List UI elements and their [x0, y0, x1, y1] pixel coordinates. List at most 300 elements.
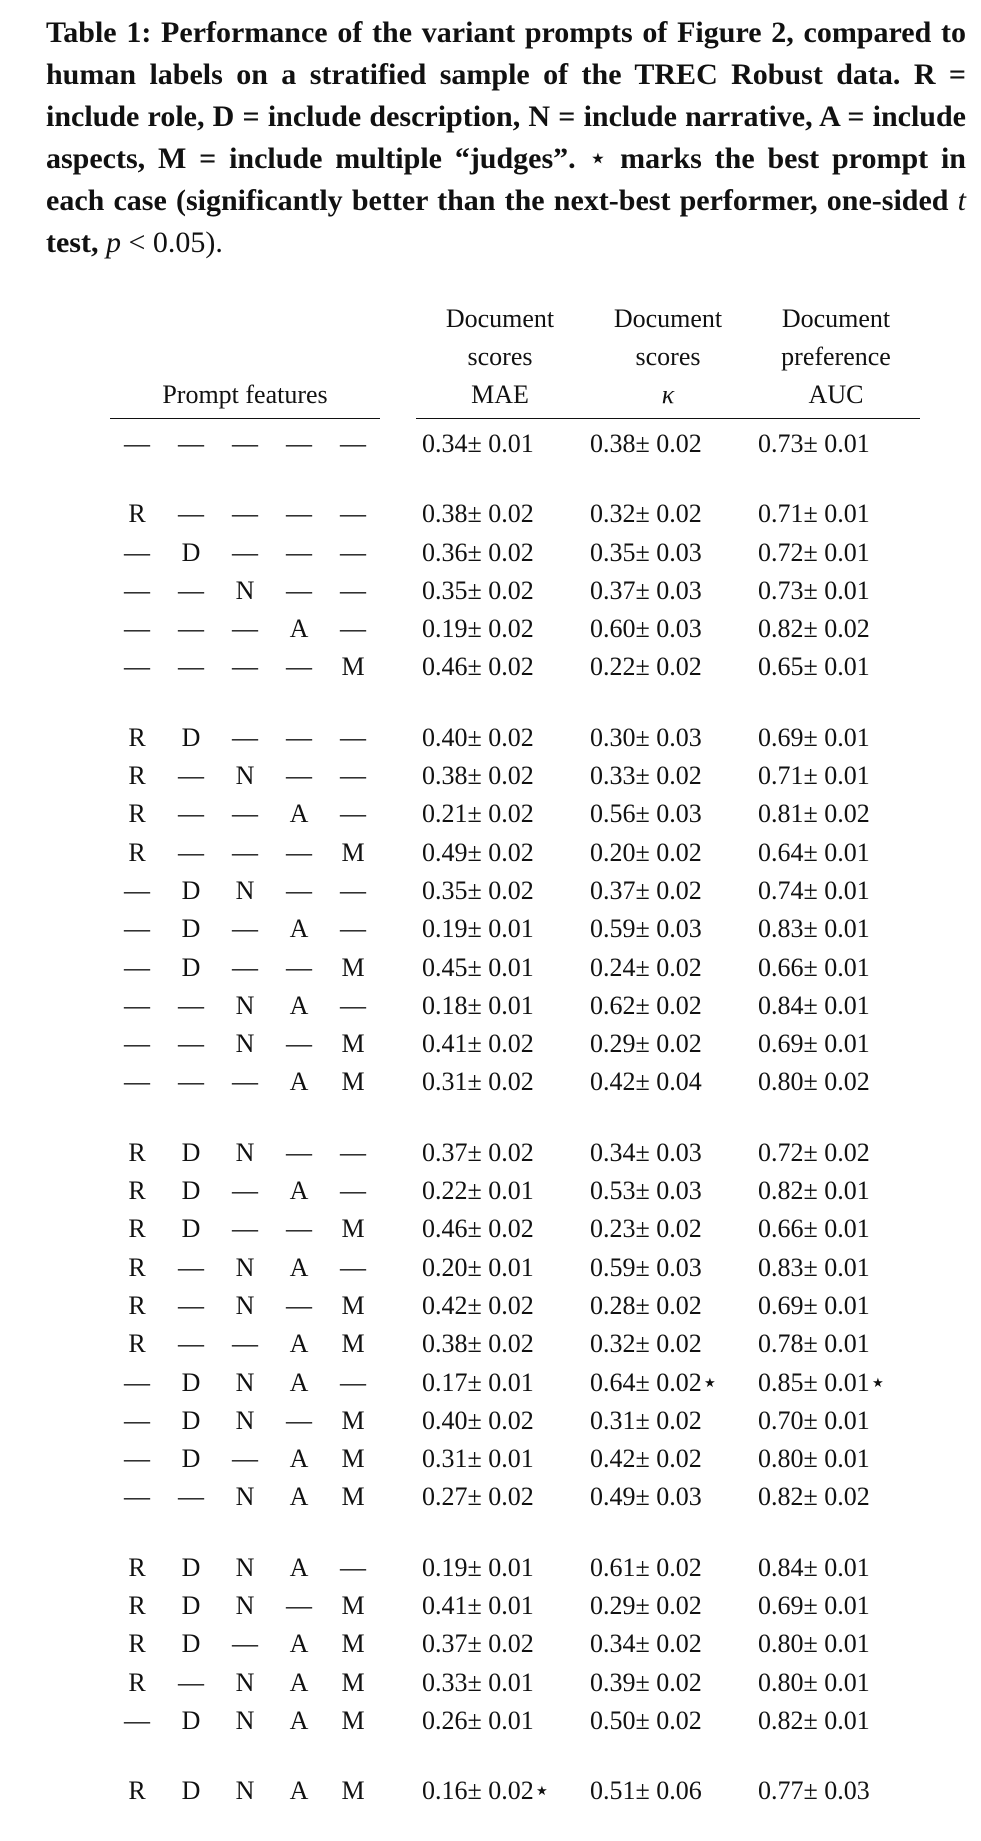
spacer-cell: [110, 463, 920, 495]
feature-cell: —: [178, 1067, 204, 1097]
gap-cell: [380, 610, 416, 648]
feature-cell: —: [232, 1067, 258, 1097]
feature-cell: —: [178, 429, 204, 458]
gap-cell: [380, 534, 416, 572]
feature-cell: R: [128, 1667, 146, 1697]
feature-cell: A: [289, 1776, 309, 1806]
feature-cell: R: [128, 1176, 146, 1206]
feature-cell: —: [340, 499, 366, 529]
feature-cell: —: [178, 990, 204, 1020]
table-row: [110, 1249, 920, 1287]
auc-cell: 0.65± 0.01: [758, 652, 870, 682]
table-row: [110, 534, 920, 572]
table-row: [110, 1549, 920, 1587]
gap-cell: [380, 1210, 416, 1248]
auc-cell: 0.73± 0.01: [758, 429, 870, 458]
mae-cell: 0.17± 0.01: [422, 1367, 534, 1397]
mae-cell: 0.42± 0.02: [422, 1290, 534, 1320]
feature-cell: A: [289, 1444, 309, 1474]
table-row: [110, 1702, 920, 1740]
auc-cell: 0.82± 0.02: [758, 614, 870, 644]
table-row: [110, 1063, 920, 1101]
mae-cell: 0.49± 0.02: [422, 837, 534, 867]
feature-cell: —: [178, 499, 204, 529]
feature-cell: —: [232, 499, 258, 529]
feature-cell: D: [181, 1552, 201, 1582]
mae-cell: 0.31± 0.01: [422, 1444, 534, 1474]
caption-text-3: test,: [46, 226, 106, 259]
auc-cell: 0.71± 0.01: [758, 761, 870, 791]
auc-cell: 0.80± 0.02: [758, 1067, 870, 1097]
gap-cell: [380, 1587, 416, 1625]
table-row: [110, 419, 920, 464]
feature-cell: —: [232, 1629, 258, 1659]
auc-cell: 0.84± 0.01: [758, 1552, 870, 1582]
header-row: [110, 300, 920, 419]
gap-cell: [380, 795, 416, 833]
auc-cell: 0.66± 0.01: [758, 1214, 870, 1244]
kappa-cell: 0.59± 0.03: [590, 914, 702, 944]
mae-cell: 0.26± 0.01: [422, 1705, 534, 1735]
feature-cell: —: [232, 1176, 258, 1206]
mae-cell: 0.38± 0.02: [422, 499, 534, 529]
spacer-cell: [110, 687, 920, 719]
mae-cell: 0.16± 0.02⋆: [422, 1776, 551, 1806]
header-auc-line-3: AUC: [808, 380, 864, 409]
feature-cell: R: [128, 722, 146, 752]
feature-cell: —: [340, 1137, 366, 1167]
feature-cell: M: [341, 1591, 365, 1621]
auc-cell: 0.82± 0.02: [758, 1482, 870, 1512]
kappa-cell: 0.31± 0.02: [590, 1405, 702, 1435]
feature-cell: D: [181, 952, 201, 982]
feature-cell: N: [235, 761, 255, 791]
mae-cell: 0.20± 0.01: [422, 1252, 534, 1282]
feature-cell: N: [235, 1552, 255, 1582]
feature-cell: R: [128, 1552, 146, 1582]
kappa-cell: 0.59± 0.03: [590, 1252, 702, 1282]
auc-cell: 0.85± 0.01⋆: [758, 1367, 887, 1397]
kappa-cell: 0.39± 0.02: [590, 1667, 702, 1697]
mae-cell: 0.35± 0.02: [422, 875, 534, 905]
feature-cell: M: [341, 1776, 365, 1806]
header-kappa-line-2: scores: [635, 342, 701, 371]
gap-cell: [380, 1172, 416, 1210]
table-row: [110, 987, 920, 1025]
feature-cell: —: [124, 1029, 150, 1059]
mae-cell: 0.38± 0.02: [422, 1329, 534, 1359]
spacer-cell: [110, 1740, 920, 1772]
feature-cell: M: [341, 1444, 365, 1474]
feature-cell: D: [181, 1705, 201, 1735]
feature-cell: D: [181, 875, 201, 905]
feature-cell: —: [232, 429, 258, 458]
feature-cell: D: [181, 1629, 201, 1659]
caption-text-2: marks the best prompt in each case (significantly better than the next-best performer, one-sided: [46, 142, 966, 217]
feature-cell: N: [235, 990, 255, 1020]
table-row: [110, 572, 920, 610]
feature-cell: M: [341, 1705, 365, 1735]
kappa-cell: 0.62± 0.02: [590, 990, 702, 1020]
header-gap: [380, 300, 416, 419]
gap-cell: [380, 1249, 416, 1287]
table-row: [110, 1440, 920, 1478]
mae-cell: 0.22± 0.01: [422, 1176, 534, 1206]
feature-cell: —: [178, 1290, 204, 1320]
kappa-cell: 0.49± 0.03: [590, 1482, 702, 1512]
feature-cell: A: [289, 1252, 309, 1282]
auc-cell: 0.71± 0.01: [758, 499, 870, 529]
kappa-cell: 0.64± 0.02⋆: [590, 1367, 719, 1397]
caption-text-1: Table 1: Performance of the variant prompts of Figure 2, compared to human labels on a stratified sample of the TREC Robust data. R = include role, D = include description, N = include narrative, A = include aspects, M = include multiple “judges”.: [46, 16, 966, 175]
table-row: [110, 1664, 920, 1702]
feature-cell: D: [181, 1591, 201, 1621]
gap-cell: [380, 1549, 416, 1587]
feature-cell: —: [286, 537, 312, 567]
feature-cell: —: [232, 1329, 258, 1359]
group-spacer: [110, 1102, 920, 1134]
auc-cell: 0.80± 0.01: [758, 1629, 870, 1659]
feature-cell: —: [286, 652, 312, 682]
feature-cell: M: [341, 1029, 365, 1059]
gap-cell: [380, 1063, 416, 1101]
gap-cell: [380, 419, 416, 464]
feature-cell: A: [289, 1329, 309, 1359]
feature-cell: —: [286, 761, 312, 791]
feature-cell: N: [235, 1667, 255, 1697]
auc-cell: 0.83± 0.01: [758, 914, 870, 944]
feature-cell: —: [124, 1444, 150, 1474]
feature-cell: M: [341, 952, 365, 982]
gap-cell: [380, 1772, 416, 1810]
table-row: [110, 1625, 920, 1663]
header-auc: [752, 300, 920, 419]
mae-cell: 0.33± 0.01: [422, 1667, 534, 1697]
feature-cell: —: [178, 799, 204, 829]
header-prompt-features: Prompt features: [110, 300, 380, 419]
feature-cell: R: [128, 799, 146, 829]
auc-cell: 0.82± 0.01: [758, 1705, 870, 1735]
feature-cell: —: [340, 1367, 366, 1397]
feature-cell: —: [286, 1290, 312, 1320]
feature-cell: —: [340, 575, 366, 605]
mae-cell: 0.19± 0.02: [422, 614, 534, 644]
auc-cell: 0.80± 0.01: [758, 1667, 870, 1697]
gap-cell: [380, 1325, 416, 1363]
table-row: [110, 757, 920, 795]
feature-cell: —: [232, 1214, 258, 1244]
gap-cell: [380, 757, 416, 795]
kappa-cell: 0.37± 0.03: [590, 575, 702, 605]
feature-cell: D: [181, 1214, 201, 1244]
feature-cell: —: [178, 1667, 204, 1697]
feature-cell: N: [235, 1591, 255, 1621]
feature-cell: M: [341, 1405, 365, 1435]
feature-cell: A: [289, 1482, 309, 1512]
kappa-cell: 0.34± 0.02: [590, 1629, 702, 1659]
feature-cell: —: [124, 952, 150, 982]
feature-cell: —: [340, 1552, 366, 1582]
feature-cell: —: [340, 799, 366, 829]
group-spacer: [110, 1517, 920, 1549]
table-row: [110, 1172, 920, 1210]
gap-cell: [380, 495, 416, 533]
feature-cell: —: [124, 575, 150, 605]
table-row: [110, 834, 920, 872]
feature-cell: —: [232, 837, 258, 867]
feature-cell: N: [235, 1482, 255, 1512]
feature-cell: M: [341, 1067, 365, 1097]
feature-cell: M: [341, 652, 365, 682]
feature-cell: —: [286, 1405, 312, 1435]
feature-cell: N: [235, 1367, 255, 1397]
feature-cell: —: [286, 875, 312, 905]
feature-cell: —: [232, 614, 258, 644]
feature-cell: N: [235, 1705, 255, 1735]
spacer-cell: [110, 1517, 920, 1549]
feature-cell: —: [124, 429, 150, 458]
gap-cell: [380, 1625, 416, 1663]
table-row: [110, 910, 920, 948]
feature-cell: R: [128, 1591, 146, 1621]
header-kappa-line-1: Document: [613, 304, 723, 333]
gap-cell: [380, 1025, 416, 1063]
feature-cell: —: [232, 799, 258, 829]
table-row: [110, 795, 920, 833]
mae-cell: 0.41± 0.01: [422, 1591, 534, 1621]
feature-cell: —: [340, 1252, 366, 1282]
feature-cell: —: [178, 761, 204, 791]
auc-cell: 0.84± 0.01: [758, 990, 870, 1020]
mae-cell: 0.37± 0.02: [422, 1137, 534, 1167]
feature-cell: —: [178, 614, 204, 644]
feature-cell: —: [286, 1591, 312, 1621]
feature-cell: R: [128, 1629, 146, 1659]
kappa-cell: 0.42± 0.02: [590, 1444, 702, 1474]
mae-cell: 0.35± 0.02: [422, 575, 534, 605]
gap-cell: [380, 1702, 416, 1740]
table-row: [110, 872, 920, 910]
table-row: [110, 1587, 920, 1625]
feature-cell: M: [341, 1290, 365, 1320]
table-row: [110, 495, 920, 533]
mae-cell: 0.40± 0.02: [422, 1405, 534, 1435]
feature-cell: N: [235, 575, 255, 605]
feature-cell: M: [341, 1667, 365, 1697]
feature-cell: M: [341, 1482, 365, 1512]
feature-cell: N: [235, 1405, 255, 1435]
feature-cell: —: [340, 990, 366, 1020]
auc-cell: 0.72± 0.01: [758, 537, 870, 567]
feature-cell: A: [289, 1629, 309, 1659]
gap-cell: [380, 1478, 416, 1516]
feature-cell: —: [340, 761, 366, 791]
feature-cell: —: [178, 652, 204, 682]
auc-cell: 0.69± 0.01: [758, 1290, 870, 1320]
kappa-cell: 0.60± 0.03: [590, 614, 702, 644]
kappa-cell: 0.20± 0.02: [590, 837, 702, 867]
feature-cell: M: [341, 1329, 365, 1359]
table-row: [110, 719, 920, 757]
gap-cell: [380, 572, 416, 610]
auc-cell: 0.70± 0.01: [758, 1405, 870, 1435]
feature-cell: R: [128, 837, 146, 867]
header-mae: [416, 300, 584, 419]
feature-cell: —: [286, 1137, 312, 1167]
feature-cell: —: [232, 722, 258, 752]
kappa-cell: 0.34± 0.03: [590, 1137, 702, 1167]
gap-cell: [380, 1287, 416, 1325]
gap-cell: [380, 1440, 416, 1478]
table-row: [110, 1325, 920, 1363]
feature-cell: D: [181, 914, 201, 944]
table-row: [110, 1402, 920, 1440]
mae-cell: 0.46± 0.02: [422, 652, 534, 682]
feature-cell: A: [289, 990, 309, 1020]
gap-cell: [380, 1364, 416, 1402]
table-caption: [46, 12, 966, 264]
gap-cell: [380, 648, 416, 686]
mae-cell: 0.40± 0.02: [422, 722, 534, 752]
kappa-cell: 0.32± 0.02: [590, 499, 702, 529]
feature-cell: —: [232, 537, 258, 567]
feature-cell: —: [340, 537, 366, 567]
mae-cell: 0.38± 0.02: [422, 761, 534, 791]
group-spacer: [110, 687, 920, 719]
header-kappa-line-3: κ: [661, 380, 675, 409]
kappa-cell: 0.42± 0.04: [590, 1067, 702, 1097]
table-row: [110, 1478, 920, 1516]
feature-cell: A: [289, 1067, 309, 1097]
feature-cell: A: [289, 1176, 309, 1206]
kappa-cell: 0.24± 0.02: [590, 952, 702, 982]
auc-cell: 0.80± 0.01: [758, 1444, 870, 1474]
header-mae-line-3: MAE: [471, 380, 529, 409]
kappa-cell: 0.56± 0.03: [590, 799, 702, 829]
feature-cell: —: [340, 1176, 366, 1206]
feature-cell: D: [181, 1776, 201, 1806]
table-row: [110, 1364, 920, 1402]
feature-cell: R: [128, 1252, 146, 1282]
kappa-cell: 0.50± 0.02: [590, 1705, 702, 1735]
kappa-cell: 0.53± 0.03: [590, 1176, 702, 1206]
feature-cell: —: [124, 614, 150, 644]
feature-cell: —: [232, 1444, 258, 1474]
mae-cell: 0.27± 0.02: [422, 1482, 534, 1512]
kappa-cell: 0.23± 0.02: [590, 1214, 702, 1244]
table-row: [110, 1210, 920, 1248]
feature-cell: —: [286, 1029, 312, 1059]
feature-cell: N: [235, 1137, 255, 1167]
header-mae-line-2: scores: [467, 342, 533, 371]
mae-cell: 0.36± 0.02: [422, 537, 534, 567]
gap-cell: [380, 949, 416, 987]
kappa-cell: 0.61± 0.02: [590, 1552, 702, 1582]
table-row: [110, 1772, 920, 1810]
group-spacer: [110, 463, 920, 495]
kappa-cell: 0.32± 0.02: [590, 1329, 702, 1359]
mae-cell: 0.37± 0.02: [422, 1629, 534, 1659]
feature-cell: —: [340, 429, 366, 458]
gap-cell: [380, 872, 416, 910]
feature-cell: D: [181, 1444, 201, 1474]
gap-cell: [380, 987, 416, 1025]
kappa-cell: 0.29± 0.02: [590, 1591, 702, 1621]
feature-cell: —: [124, 1705, 150, 1735]
gap-cell: [380, 719, 416, 757]
feature-cell: M: [341, 837, 365, 867]
auc-cell: 0.73± 0.01: [758, 575, 870, 605]
feature-cell: —: [286, 575, 312, 605]
feature-cell: —: [124, 914, 150, 944]
auc-cell: 0.82± 0.01: [758, 1176, 870, 1206]
mae-cell: 0.19± 0.01: [422, 1552, 534, 1582]
feature-cell: —: [232, 914, 258, 944]
feature-cell: R: [128, 1776, 146, 1806]
kappa-cell: 0.51± 0.06: [590, 1776, 702, 1806]
mae-cell: 0.34± 0.01: [422, 429, 534, 458]
feature-cell: —: [124, 1405, 150, 1435]
star-symbol: ⋆: [588, 142, 608, 175]
results-table: [110, 300, 920, 1811]
feature-cell: A: [289, 1667, 309, 1697]
table-body: [110, 419, 920, 1811]
feature-cell: A: [289, 1705, 309, 1735]
auc-cell: 0.69± 0.01: [758, 1029, 870, 1059]
mae-cell: 0.21± 0.02: [422, 799, 534, 829]
feature-cell: —: [286, 722, 312, 752]
kappa-cell: 0.38± 0.02: [590, 429, 702, 458]
spacer-cell: [110, 1102, 920, 1134]
feature-cell: N: [235, 875, 255, 905]
feature-cell: N: [235, 1776, 255, 1806]
auc-cell: 0.72± 0.02: [758, 1137, 870, 1167]
caption-p-variable: p: [105, 226, 121, 259]
feature-cell: —: [340, 914, 366, 944]
feature-cell: —: [178, 575, 204, 605]
header-auc-line-2: preference: [781, 342, 891, 371]
feature-cell: —: [178, 1252, 204, 1282]
feature-cell: —: [286, 952, 312, 982]
auc-cell: 0.69± 0.01: [758, 1591, 870, 1621]
feature-cell: D: [181, 1176, 201, 1206]
feature-cell: N: [235, 1290, 255, 1320]
gap-cell: [380, 910, 416, 948]
feature-cell: A: [289, 1552, 309, 1582]
feature-cell: —: [286, 499, 312, 529]
auc-cell: 0.78± 0.01: [758, 1329, 870, 1359]
feature-cell: —: [178, 837, 204, 867]
feature-cell: D: [181, 1367, 201, 1397]
table-row: [110, 1287, 920, 1325]
auc-cell: 0.74± 0.01: [758, 875, 870, 905]
feature-cell: D: [181, 1405, 201, 1435]
feature-cell: D: [181, 537, 201, 567]
feature-cell: A: [289, 914, 309, 944]
caption-text-4: < 0.05).: [120, 226, 223, 259]
table-row: [110, 648, 920, 686]
header-kappa: [584, 300, 752, 419]
feature-cell: —: [124, 1482, 150, 1512]
auc-cell: 0.69± 0.01: [758, 722, 870, 752]
kappa-cell: 0.28± 0.02: [590, 1290, 702, 1320]
feature-cell: —: [178, 1329, 204, 1359]
caption-t-variable: t: [957, 184, 966, 217]
table-row: [110, 949, 920, 987]
feature-cell: A: [289, 799, 309, 829]
feature-cell: N: [235, 1029, 255, 1059]
feature-cell: —: [232, 952, 258, 982]
